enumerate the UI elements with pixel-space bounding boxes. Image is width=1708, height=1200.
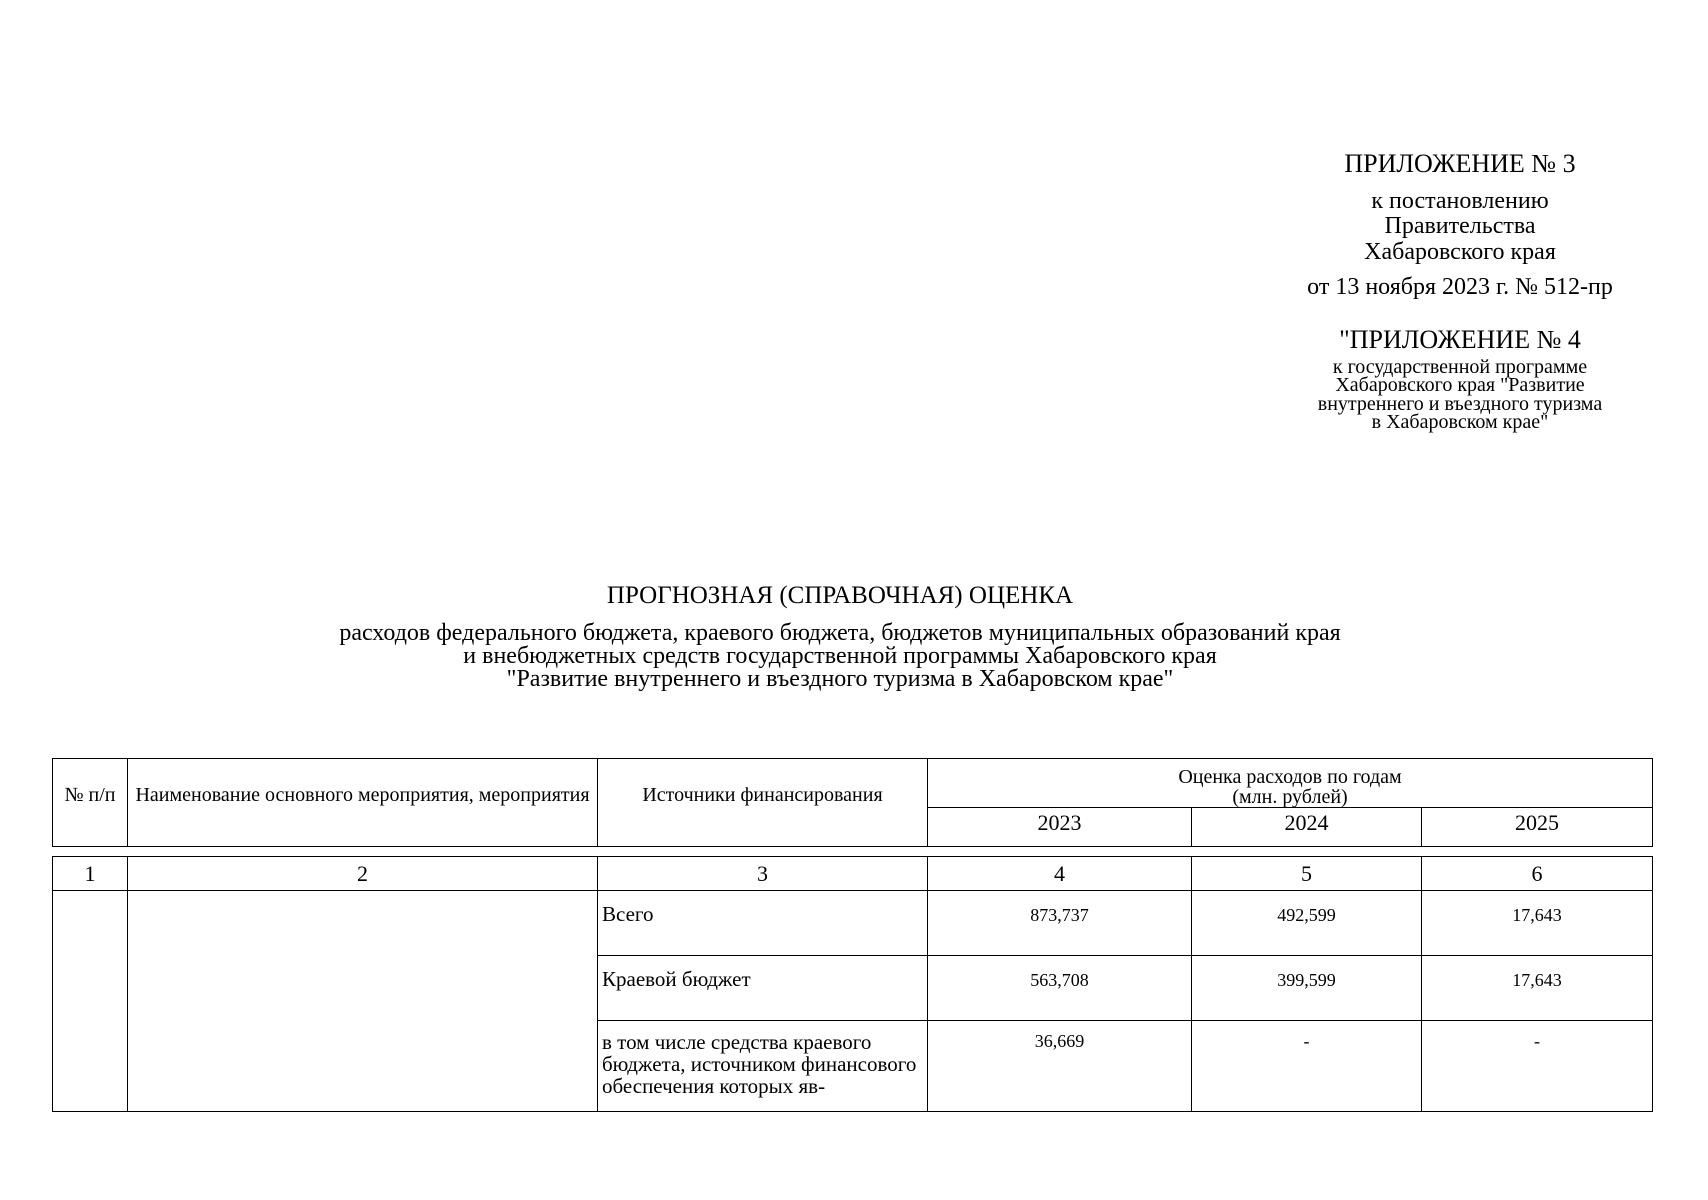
row-value-cell: 873,737: [928, 891, 1192, 956]
column-number: 2: [128, 857, 598, 891]
row-value-cell: 36,669: [928, 1021, 1192, 1112]
heading-line: "Развитие внутреннего и въездного туризма в Хабаровском крае": [506, 665, 1174, 692]
header-estimate-line1: Оценка расходов по годам: [1178, 766, 1402, 788]
appendix-line: Правительства: [1384, 213, 1536, 240]
program-appendix-title: "ПРИЛОЖЕНИЕ № 4: [1339, 325, 1581, 354]
appendix-line: к постановлению: [1371, 188, 1549, 215]
appendix-date: от 13 ноября 2023 г. № 512-пр: [1307, 273, 1613, 300]
column-number: 3: [598, 857, 928, 891]
column-number: 6: [1422, 857, 1653, 891]
header-num: № п/п: [53, 759, 128, 847]
program-appendix-line: Хабаровского края "Развитие: [1335, 374, 1585, 397]
row-source-cell: Краевой бюджет: [598, 956, 928, 1021]
table-header-row: [53, 759, 1653, 808]
row-value-cell: -: [1422, 1021, 1653, 1112]
column-number-row: [53, 857, 1653, 891]
appendix-block: [1240, 150, 1680, 300]
table-row: [53, 891, 1653, 956]
program-appendix-line: внутреннего и въездного туризма: [1317, 392, 1603, 415]
row-value-cell: 563,708: [928, 956, 1192, 1021]
header-year: 2023: [928, 808, 1192, 847]
header-estimate: [928, 759, 1653, 808]
row-name-cell: [128, 891, 598, 1112]
row-value-cell: -: [1192, 1021, 1422, 1112]
program-appendix-block: [1270, 325, 1650, 434]
header-year: 2025: [1422, 808, 1653, 847]
appendix-title: ПРИЛОЖЕНИЕ № 3: [1344, 149, 1576, 178]
header-sources: Источники финансирования: [598, 759, 928, 847]
heading-line: и внебюджетных средств государственной программы Хабаровского края: [463, 642, 1217, 669]
document-heading: [200, 582, 1480, 690]
budget-table: [52, 758, 1653, 1112]
row-source-cell: в том числе средства краевого бюджета, источником финансового обеспечения которых яв-: [598, 1021, 928, 1112]
column-number: 1: [53, 857, 128, 891]
header-estimate-line2: (млн. рублей): [1232, 786, 1348, 808]
row-value-cell: 492,599: [1192, 891, 1422, 956]
heading-title: ПРОГНОЗНАЯ (СПРАВОЧНАЯ) ОЦЕНКА: [606, 582, 1074, 609]
table-spacer: [53, 847, 1653, 857]
header-year: 2024: [1192, 808, 1422, 847]
row-num-cell: [53, 891, 128, 1112]
row-value-cell: 17,643: [1422, 956, 1653, 1021]
column-number: 5: [1192, 857, 1422, 891]
appendix-line: Хабаровского края: [1364, 238, 1556, 265]
header-name: Наименование основного мероприятия, мероприятия: [128, 759, 598, 847]
program-appendix-line: к государственной программе: [1332, 355, 1588, 378]
heading-line: расходов федерального бюджета, краевого бюджета, бюджетов муниципальных образований края: [339, 620, 1341, 646]
row-source-cell: Всего: [598, 891, 928, 956]
program-appendix-line: в Хабаровском крае": [1371, 411, 1549, 434]
row-value-cell: 399,599: [1192, 956, 1422, 1021]
row-value-cell: 17,643: [1422, 891, 1653, 956]
column-number: 4: [928, 857, 1192, 891]
